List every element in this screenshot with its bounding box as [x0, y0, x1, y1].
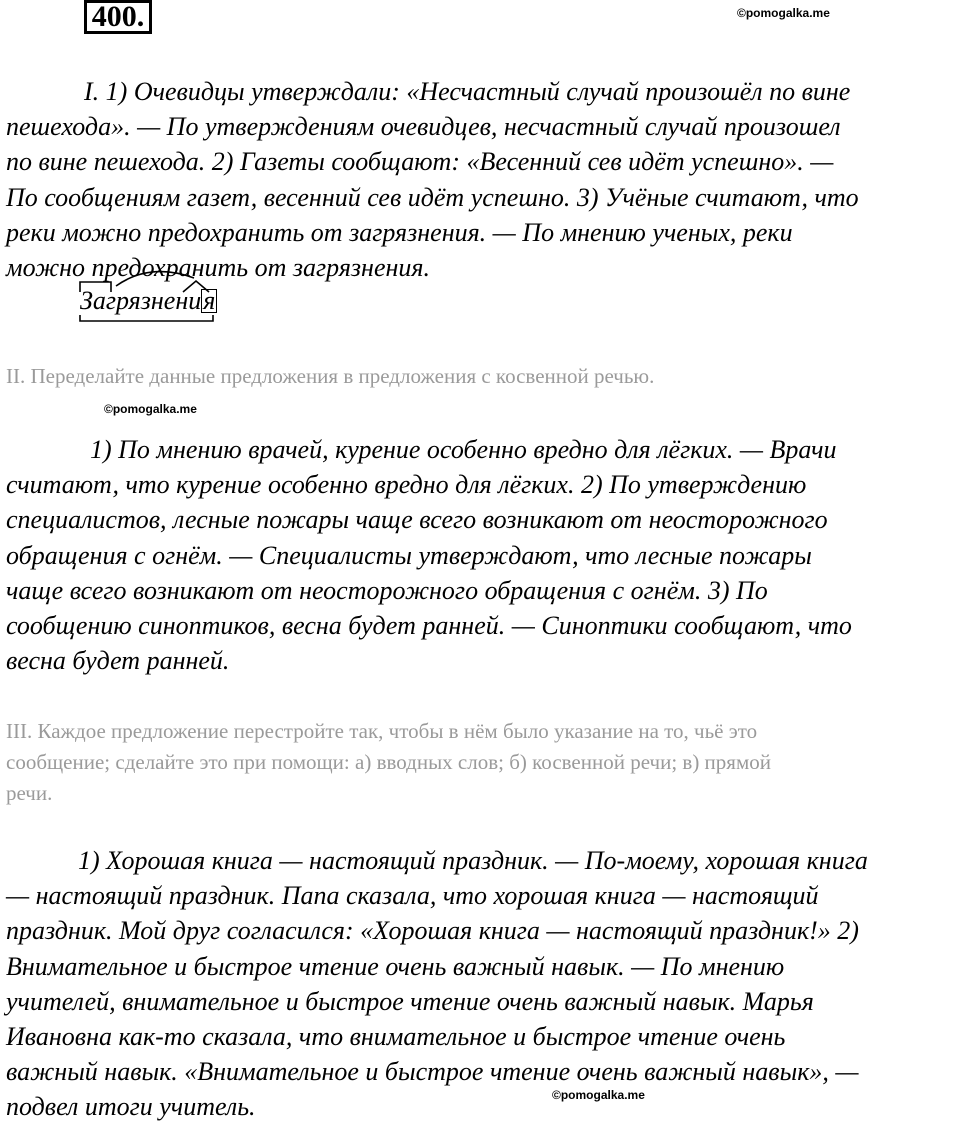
- text-line: пешехода». — По утверждениям очевидцев, несчастный случай произошел: [6, 112, 841, 142]
- text-line: можно предохранить от загрязнения.: [6, 253, 430, 283]
- text-line: 1) Хорошая книга — настоящий праздник. — По-моему, хорошая книга: [78, 846, 868, 875]
- text-line: сообщению синоптиков, весна будет ранней. — Синоптики сообщают, что: [6, 611, 852, 641]
- answer-section-3: [6, 843, 958, 1125]
- text-line: специалистов, лесные пожары чаще всего возникают от неосторожного: [6, 505, 828, 535]
- word-stem: Загрязнени: [80, 286, 202, 315]
- text-line: Внимательное и быстрое чтение очень важный навык. — По мнению: [6, 951, 785, 981]
- text-line: Ивановна как-то сказала, что внимательное и быстрое чтение очень: [6, 1022, 786, 1052]
- watermark-middle: ©pomogalka.me: [104, 402, 197, 416]
- task-3: [6, 716, 958, 809]
- text-line: I. 1) Очевидцы утверждали: «Несчастный случай произошёл по вине: [84, 77, 851, 106]
- word-parse: [80, 286, 217, 316]
- watermark-top: ©pomogalka.me: [737, 6, 830, 20]
- text-line: 1) По мнению врачей, курение особенно вредно для лёгких. — Врачи: [90, 435, 837, 464]
- text-line: считают, что курение особенно вредно для лёгких. 2) По утверждению: [6, 470, 807, 500]
- text-line: праздник. Мой друг согласился: «Хорошая книга — настоящий праздник!» 2): [6, 916, 859, 946]
- root-arc-mark: [116, 272, 194, 286]
- text-line: обращения с огнём. — Специалисты утверждают, что лесные пожары: [6, 540, 812, 570]
- text-line: По сообщениям газет, весенний сев идёт успешно. 3) Учёные считают, что: [6, 182, 859, 212]
- text-line: по вине пешехода. 2) Газеты сообщают: «Весенний сев идёт успешно». —: [6, 147, 834, 177]
- exercise-number: 400.: [84, 0, 152, 34]
- task-line: II. Переделайте данные предложения в предложения с косвенной речью.: [6, 364, 655, 388]
- text-line: учителей, внимательное и быстрое чтение очень важный навык. Марья: [6, 986, 814, 1016]
- answer-section-2: [6, 432, 958, 678]
- text-line: реки можно предохранить от загрязнения. — По мнению ученых, реки: [6, 217, 793, 247]
- task-line: речи.: [6, 781, 53, 805]
- task-2: [6, 361, 958, 392]
- text-line: весна будет ранней.: [6, 646, 230, 676]
- task-line: сообщение; сделайте это при помощи: а) вводных слов; б) косвенной речи; в) прямой: [6, 750, 771, 774]
- text-line: — настоящий праздник. Папа сказала, что хорошая книга — настоящий: [6, 881, 819, 911]
- word-ending: я: [203, 286, 216, 315]
- text-line: чаще всего возникают от неосторожного обращения с огнём. 3) По: [6, 575, 768, 605]
- task-line: III. Каждое предложение перестройте так, чтобы в нём было указание на то, чьё это: [6, 719, 758, 743]
- watermark-bottom: ©pomogalka.me: [552, 1088, 645, 1102]
- text-line: важный навык. «Внимательное и быстрое чтение очень важный навык», —: [6, 1057, 859, 1087]
- text-line: подвел итоги учитель.: [6, 1092, 256, 1122]
